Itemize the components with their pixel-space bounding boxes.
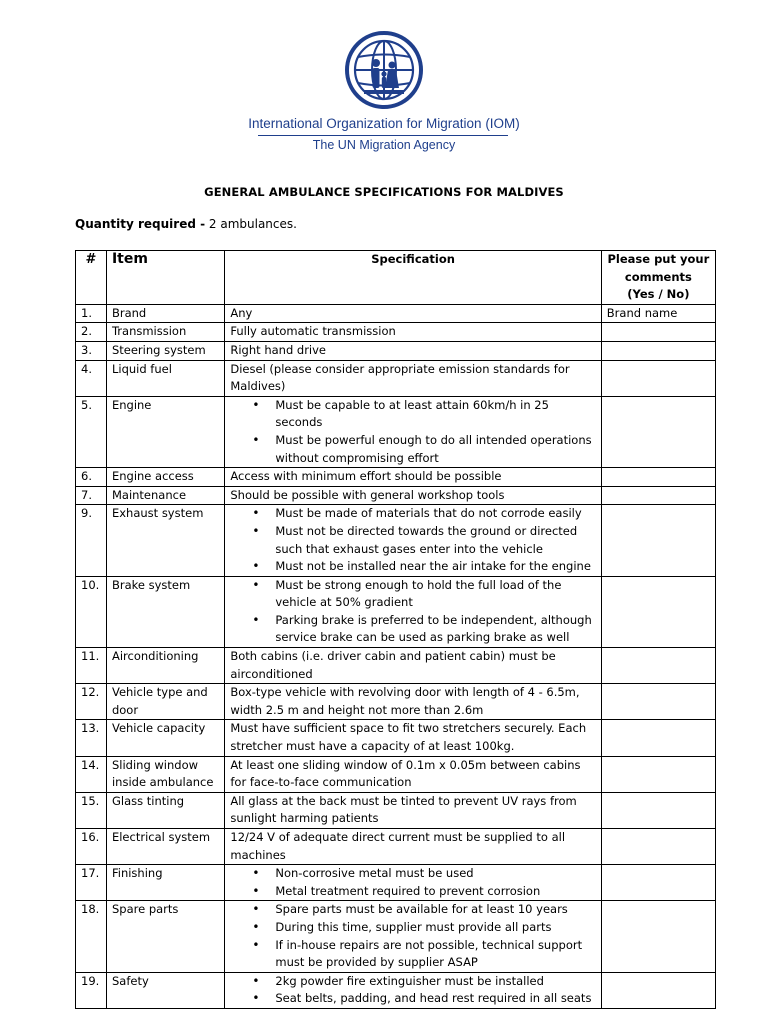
row-comment bbox=[601, 396, 715, 467]
row-comment bbox=[601, 684, 715, 720]
table-row bbox=[76, 468, 716, 487]
row-number: 9. bbox=[76, 505, 107, 576]
table-row bbox=[76, 505, 716, 576]
specification-bullet: • Seat belts, padding, and head rest required in all seats bbox=[230, 990, 595, 1008]
table-row bbox=[76, 341, 716, 360]
table-row bbox=[76, 576, 716, 647]
row-specification: Box-type vehicle with revolving door with length of 4 - 6.5m, width 2.5 m and height not more than 2.6m bbox=[225, 684, 601, 720]
row-item: Liquid fuel bbox=[106, 360, 224, 396]
header-comments-line-1: Please put your bbox=[607, 252, 710, 266]
table-row bbox=[76, 323, 716, 342]
row-item: Airconditioning bbox=[106, 648, 224, 684]
row-comment bbox=[601, 341, 715, 360]
row-comment bbox=[601, 360, 715, 396]
row-number: 14. bbox=[76, 756, 107, 792]
row-item: Finishing bbox=[106, 865, 224, 901]
table-row bbox=[76, 684, 716, 720]
row-specification: Any bbox=[225, 304, 601, 323]
specification-bullet: • Parking brake is preferred to be independent, although service brake can be used as parking brake as well bbox=[230, 612, 595, 647]
row-specification: All glass at the back must be tinted to prevent UV rays from sunlight harming patients bbox=[225, 792, 601, 828]
row-specification: Access with minimum effort should be possible bbox=[225, 468, 601, 487]
document-title: GENERAL AMBULANCE SPECIFICATIONS FOR MALDIVES bbox=[204, 185, 564, 199]
specification-bullet: • Must be powerful enough to do all intended operations without compromising effort bbox=[230, 432, 595, 467]
row-comment bbox=[601, 792, 715, 828]
row-item: Vehicle capacity bbox=[106, 720, 224, 756]
row-number: 18. bbox=[76, 901, 107, 972]
table-row bbox=[76, 901, 716, 972]
row-item: Exhaust system bbox=[106, 505, 224, 576]
iom-logo bbox=[0, 30, 768, 110]
specification-bullet: • During this time, supplier must provide all parts bbox=[230, 919, 595, 937]
table-row bbox=[76, 972, 716, 1008]
table-row bbox=[76, 829, 716, 865]
org-divider bbox=[258, 135, 508, 136]
row-item: Engine bbox=[106, 396, 224, 467]
row-item: Sliding window inside ambulance bbox=[106, 756, 224, 792]
row-number: 3. bbox=[76, 341, 107, 360]
row-item: Transmission bbox=[106, 323, 224, 342]
org-name: International Organization for Migration (IOM) bbox=[248, 116, 520, 131]
row-number: 7. bbox=[76, 486, 107, 505]
row-item: Steering system bbox=[106, 341, 224, 360]
row-specification bbox=[225, 901, 601, 972]
row-item: Spare parts bbox=[106, 901, 224, 972]
row-number: 19. bbox=[76, 972, 107, 1008]
row-comment bbox=[601, 829, 715, 865]
quantity-line bbox=[75, 217, 297, 231]
specification-bullet-list bbox=[230, 865, 595, 900]
row-item: Brand bbox=[106, 304, 224, 323]
row-item: Engine access bbox=[106, 468, 224, 487]
header-comments-line-2: comments bbox=[624, 269, 692, 284]
row-comment bbox=[601, 486, 715, 505]
table-row bbox=[76, 304, 716, 323]
header-comments-line-3: (Yes / No) bbox=[627, 287, 690, 302]
row-specification: At least one sliding window of 0.1m x 0.05m between cabins for face-to-face communication bbox=[225, 756, 601, 792]
row-item: Vehicle type and door bbox=[106, 684, 224, 720]
table-row bbox=[76, 648, 716, 684]
row-comment bbox=[601, 756, 715, 792]
row-comment bbox=[601, 648, 715, 684]
row-comment bbox=[601, 576, 715, 647]
row-specification bbox=[225, 396, 601, 467]
table-row bbox=[76, 720, 716, 756]
row-comment bbox=[601, 901, 715, 972]
table-header-row bbox=[76, 251, 716, 305]
row-comment bbox=[601, 720, 715, 756]
row-specification: Fully automatic transmission bbox=[225, 323, 601, 342]
row-specification bbox=[225, 972, 601, 1008]
row-comment bbox=[601, 468, 715, 487]
row-specification bbox=[225, 505, 601, 576]
row-specification: Must have sufficient space to fit two stretchers securely. Each stretcher must have a capacity of at least 100kg. bbox=[225, 720, 601, 756]
row-number: 11. bbox=[76, 648, 107, 684]
row-number: 4. bbox=[76, 360, 107, 396]
row-number: 5. bbox=[76, 396, 107, 467]
header-item: Item bbox=[106, 251, 224, 305]
row-comment bbox=[601, 323, 715, 342]
quantity-value: 2 ambulances. bbox=[208, 217, 297, 231]
row-item: Maintenance bbox=[106, 486, 224, 505]
table-row bbox=[76, 756, 716, 792]
table-row bbox=[76, 360, 716, 396]
row-specification: 12/24 V of adequate direct current must be supplied to all machines bbox=[225, 829, 601, 865]
specification-bullet: • Must be made of materials that do not corrode easily bbox=[230, 505, 595, 523]
row-item: Glass tinting bbox=[106, 792, 224, 828]
row-number: 13. bbox=[76, 720, 107, 756]
table-row bbox=[76, 792, 716, 828]
specification-bullet-list bbox=[230, 397, 595, 467]
row-number: 6. bbox=[76, 468, 107, 487]
row-number: 17. bbox=[76, 865, 107, 901]
row-number: 12. bbox=[76, 684, 107, 720]
row-specification bbox=[225, 576, 601, 647]
row-item: Safety bbox=[106, 972, 224, 1008]
specification-bullet-list bbox=[230, 973, 595, 1008]
specification-bullet: • Must not be directed towards the ground or directed such that exhaust gases enter into the vehicle bbox=[230, 523, 595, 558]
row-item: Brake system bbox=[106, 576, 224, 647]
table-row bbox=[76, 396, 716, 467]
specification-bullet-list bbox=[230, 901, 595, 971]
row-comment bbox=[601, 972, 715, 1008]
row-specification: Should be possible with general workshop tools bbox=[225, 486, 601, 505]
specification-bullet: • If in-house repairs are not possible, technical support must be provided by supplier ASAP bbox=[230, 937, 595, 972]
header-number: # bbox=[76, 251, 107, 305]
row-comment: Brand name bbox=[601, 304, 715, 323]
row-number: 16. bbox=[76, 829, 107, 865]
specification-bullet: • Metal treatment required to prevent corrosion bbox=[230, 883, 595, 901]
header-specification: Specification bbox=[225, 251, 601, 305]
specification-bullet: • Must not be installed near the air intake for the engine bbox=[230, 558, 595, 576]
table-row bbox=[76, 486, 716, 505]
row-specification: Diesel (please consider appropriate emission standards for Maldives) bbox=[225, 360, 601, 396]
specification-bullet: • Spare parts must be available for at least 10 years bbox=[230, 901, 595, 919]
row-item: Electrical system bbox=[106, 829, 224, 865]
specification-table bbox=[75, 250, 716, 1009]
row-number: 10. bbox=[76, 576, 107, 647]
row-specification: Right hand drive bbox=[225, 341, 601, 360]
iom-globe-family-logo-icon bbox=[344, 30, 424, 110]
header-comments bbox=[601, 251, 715, 305]
specification-bullet: • Must be capable to at least attain 60km/h in 25 seconds bbox=[230, 397, 595, 432]
row-number: 15. bbox=[76, 792, 107, 828]
row-comment bbox=[601, 505, 715, 576]
row-number: 2. bbox=[76, 323, 107, 342]
row-number: 1. bbox=[76, 304, 107, 323]
specification-bullet: • Must be strong enough to hold the full load of the vehicle at 50% gradient bbox=[230, 577, 595, 612]
specification-bullet-list bbox=[230, 577, 595, 647]
table-row bbox=[76, 865, 716, 901]
specification-bullet-list bbox=[230, 505, 595, 575]
specification-bullet: • 2kg powder fire extinguisher must be installed bbox=[230, 973, 595, 991]
org-tagline: The UN Migration Agency bbox=[312, 138, 456, 152]
row-specification: Both cabins (i.e. driver cabin and patient cabin) must be airconditioned bbox=[225, 648, 601, 684]
row-comment bbox=[601, 865, 715, 901]
quantity-label: Quantity required - bbox=[75, 217, 206, 231]
specification-bullet: • Non-corrosive metal must be used bbox=[230, 865, 595, 883]
row-specification bbox=[225, 865, 601, 901]
